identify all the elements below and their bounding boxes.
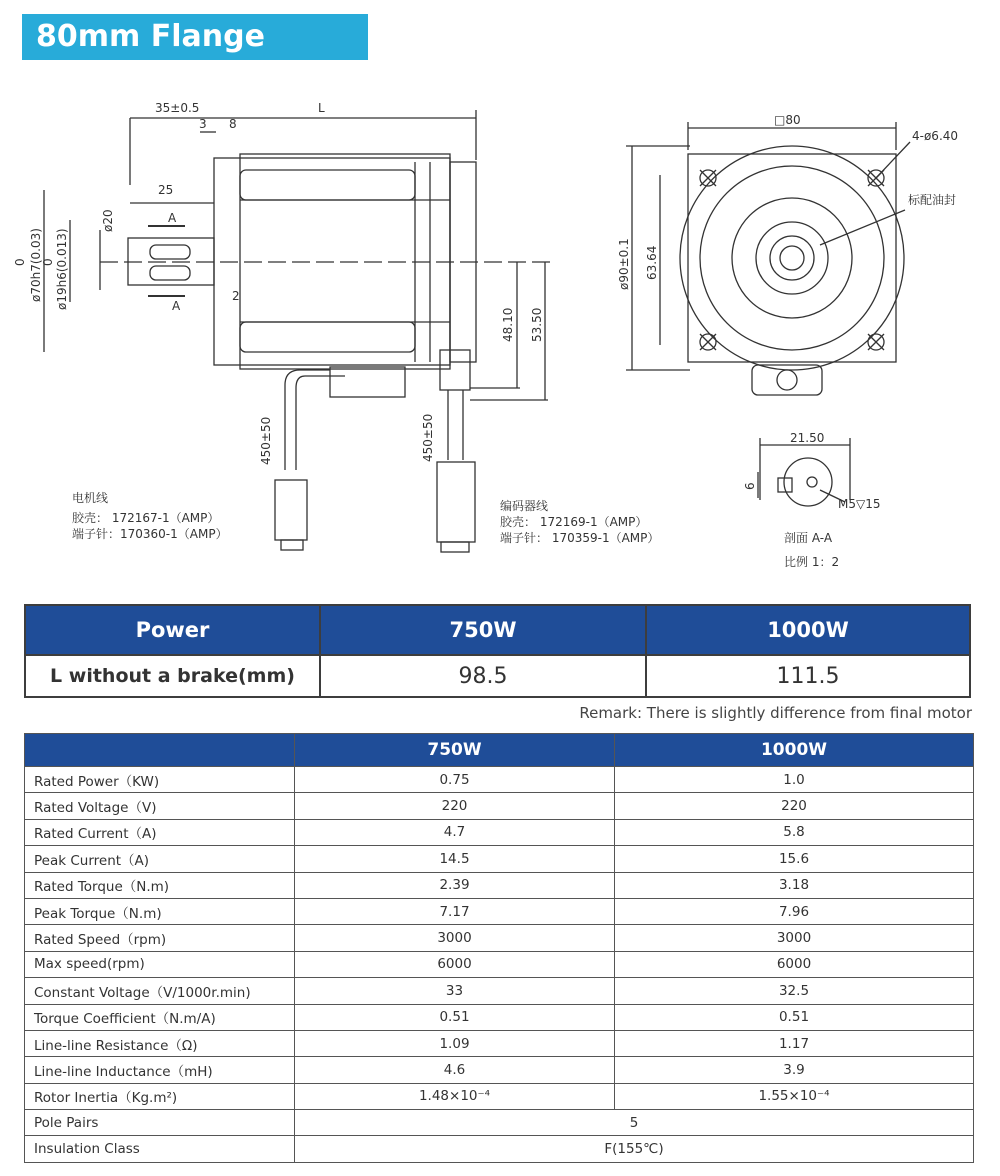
spec-750w-value: 2.39 (295, 872, 615, 898)
dim-cable2: 450±50 (421, 413, 435, 462)
length-header-1000w: 1000W (646, 605, 970, 655)
spec-750w-value: 4.6 (295, 1057, 615, 1083)
table-row (25, 819, 974, 845)
section-scale: 比例 1：2 (784, 555, 840, 569)
spec-label: Line-line Resistance（Ω) (25, 1030, 295, 1056)
table-row (25, 951, 974, 977)
spec-1000w-value: 220 (615, 793, 974, 819)
spec-750w-value: 3000 (295, 925, 615, 951)
dim-20: ø20 (101, 209, 115, 232)
dim-8: 8 (229, 117, 237, 131)
spec-table-body (25, 767, 974, 1163)
table-row (25, 846, 974, 872)
dim-70-zero: 0 (13, 258, 27, 266)
dim-53-50: 53.50 (530, 307, 544, 342)
table-row (25, 1057, 974, 1083)
encoder-cable-title: 编码器线 (500, 499, 549, 513)
spec-label: Pole Pairs (25, 1110, 295, 1136)
spec-750w-value: 1.09 (295, 1030, 615, 1056)
spec-1000w-value: 1.17 (615, 1030, 974, 1056)
spec-750w-value: 14.5 (295, 846, 615, 872)
motor-cable-pin: 端子针：170360-1（AMP） (72, 527, 228, 541)
spec-label: Peak Current（A) (25, 846, 295, 872)
dim-m5: M5▽15 (838, 497, 881, 511)
spec-1000w-value: 1.55×10⁻⁴ (615, 1083, 974, 1109)
spec-header-750w: 750W (295, 734, 615, 767)
spec-shared-value: F(155℃) (295, 1136, 974, 1162)
dim-2: 2 (232, 289, 240, 303)
table-row (25, 767, 974, 793)
spec-750w-value: 33 (295, 978, 615, 1004)
spec-1000w-value: 3.18 (615, 872, 974, 898)
spec-750w-value: 4.7 (295, 819, 615, 845)
table-row (25, 898, 974, 924)
dim-80: □80 (774, 113, 801, 127)
encoder-cable-pin: 端子针： 170359-1（AMP） (500, 531, 660, 545)
spec-label: Line-line Inductance（mH) (25, 1057, 295, 1083)
encoder-cable-housing: 胶壳： 172169-1（AMP） (500, 515, 648, 529)
length-header-power: Power (25, 605, 320, 655)
section-mark-bottom: A (172, 299, 181, 313)
spec-header-blank (25, 734, 295, 767)
dim-19: ø19h6(0.013) (55, 228, 69, 310)
dim-19-zero: 0 (41, 258, 55, 266)
spec-1000w-value: 7.96 (615, 898, 974, 924)
dim-90: ø90±0.1 (617, 238, 631, 290)
table-row (25, 655, 970, 697)
dim-6: 6 (743, 482, 757, 490)
length-table (24, 604, 971, 698)
length-750w-value: 98.5 (320, 655, 646, 697)
section-mark-top: A (168, 211, 177, 225)
page-title: 80mm Flange Motor (22, 14, 368, 60)
spec-1000w-value: 32.5 (615, 978, 974, 1004)
spec-label: Rated Speed（rpm) (25, 925, 295, 951)
spec-1000w-value: 15.6 (615, 846, 974, 872)
dim-L: L (318, 101, 325, 115)
spec-1000w-value: 0.51 (615, 1004, 974, 1030)
spec-1000w-value: 6000 (615, 951, 974, 977)
spec-750w-value: 7.17 (295, 898, 615, 924)
oil-seal-label: 标配油封 (908, 193, 957, 207)
spec-750w-value: 6000 (295, 951, 615, 977)
spec-header-1000w: 1000W (615, 734, 974, 767)
remark-text: Remark: There is slightly difference from final motor (579, 704, 972, 722)
dim-3: 3 (199, 117, 207, 131)
spec-1000w-value: 1.0 (615, 767, 974, 793)
section-title: 剖面 A-A (784, 531, 833, 545)
spec-label: Rotor Inertia（Kg.m²) (25, 1083, 295, 1109)
dim-35: 35±0.5 (155, 101, 200, 115)
spec-1000w-value: 5.8 (615, 819, 974, 845)
spec-label: Peak Torque（N.m) (25, 898, 295, 924)
spec-shared-value: 5 (295, 1110, 974, 1136)
spec-label: Max speed(rpm) (25, 951, 295, 977)
spec-label: Torque Coefficient（N.m/A) (25, 1004, 295, 1030)
dim-48-10: 48.10 (501, 307, 515, 342)
spec-1000w-value: 3.9 (615, 1057, 974, 1083)
table-row (25, 1030, 974, 1056)
table-row (25, 1083, 974, 1109)
table-row (25, 793, 974, 819)
spec-label: Rated Torque（N.m) (25, 872, 295, 898)
dim-cable1: 450±50 (259, 416, 273, 465)
dim-70: ø70h7(0.03) (29, 228, 43, 302)
dim-holes: 4-ø6.40 (912, 129, 959, 143)
spec-1000w-value: 3000 (615, 925, 974, 951)
spec-label: Rated Power（KW) (25, 767, 295, 793)
table-row (25, 1136, 974, 1162)
spec-label: Rated Current（A) (25, 819, 295, 845)
motor-technical-drawing (0, 70, 1000, 590)
spec-750w-value: 0.51 (295, 1004, 615, 1030)
table-row (25, 1110, 974, 1136)
table-row (25, 872, 974, 898)
dim-63-64: 63.64 (645, 245, 659, 280)
spec-label: Constant Voltage（V/1000r.min) (25, 978, 295, 1004)
table-row (25, 1004, 974, 1030)
spec-750w-value: 1.48×10⁻⁴ (295, 1083, 615, 1109)
dim-21-50: 21.50 (790, 431, 825, 445)
spec-750w-value: 0.75 (295, 767, 615, 793)
length-row-label: L without a brake(mm) (25, 655, 320, 697)
length-1000w-value: 111.5 (646, 655, 970, 697)
motor-cable-title: 电机线 (72, 491, 109, 505)
length-header-750w: 750W (320, 605, 646, 655)
table-row (25, 978, 974, 1004)
dim-25: 25 (158, 183, 174, 197)
table-row (25, 925, 974, 951)
motor-cable-housing: 胶壳： 172167-1（AMP） (72, 511, 220, 525)
spec-table (24, 733, 974, 1163)
spec-label: Rated Voltage（V) (25, 793, 295, 819)
spec-750w-value: 220 (295, 793, 615, 819)
spec-label: Insulation Class (25, 1136, 295, 1162)
